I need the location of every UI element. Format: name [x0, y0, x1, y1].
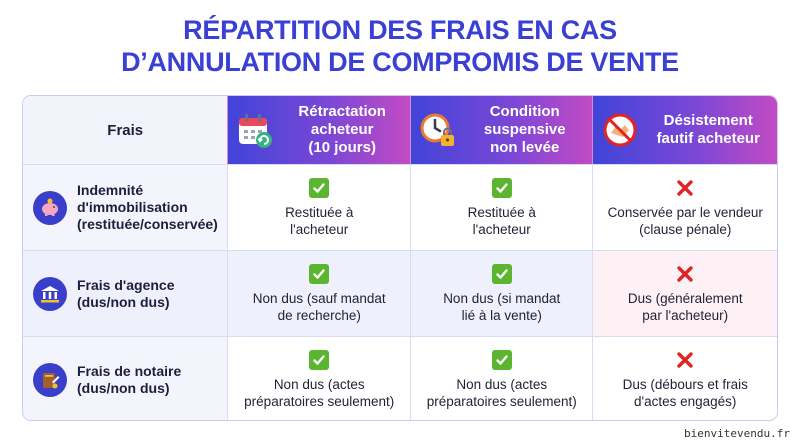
header-condition-suspensive-label: Condition suspensive non levée [483, 103, 566, 156]
page-title [0, 14, 800, 78]
cell-retractation: Non dus (actes préparatoires seulement) [227, 337, 410, 421]
header-retractation-label: Rétractation acheteur (10 jours) [298, 103, 386, 156]
cross-icon [674, 349, 696, 371]
cross-icon [674, 263, 696, 285]
header-desistement-label: Désistement fautif acheteur [656, 112, 760, 147]
cell-condition-suspensive: Non dus (actes préparatoires seulement) [410, 337, 593, 421]
row-label-text: Frais d'agence (dus/non dus) [77, 276, 175, 310]
check-icon [492, 178, 512, 198]
no-handshake-icon [601, 111, 639, 149]
source-watermark: bienvitevendu.fr [684, 427, 790, 440]
cell-retractation: Non dus (sauf mandat de recherche) [227, 251, 410, 336]
table-row [23, 164, 777, 250]
cell-desistement: Dus (généralement par l'acheteur) [592, 251, 777, 336]
check-icon [309, 350, 329, 370]
row-label-indemnite [23, 165, 227, 250]
header-desistement [592, 96, 777, 164]
bank-icon [33, 277, 67, 311]
cell-desistement: Conservée par le vendeur (clause pénale) [592, 165, 777, 250]
cell-desistement: Dus (débours et frais d'actes engagés) [592, 337, 777, 421]
header-retractation [227, 96, 410, 164]
calendar-icon [236, 111, 274, 149]
cell-condition-suspensive: Non dus (si mandat lié à la vente) [410, 251, 593, 336]
title-line-2: D’ANNULATION DE COMPROMIS DE VENTE [121, 47, 679, 77]
piggy-bank-icon [33, 191, 67, 225]
cross-icon [674, 177, 696, 199]
table-row [23, 336, 777, 421]
table-row [23, 250, 777, 336]
check-icon [492, 264, 512, 284]
header-frais-label: Frais [107, 121, 144, 139]
cell-condition-suspensive: Restituée à l'acheteur [410, 165, 593, 250]
fees-table [22, 95, 778, 421]
header-frais [23, 96, 227, 164]
title-line-1: RÉPARTITION DES FRAIS EN CAS [183, 15, 617, 45]
table-header-row [23, 96, 777, 164]
check-icon [309, 178, 329, 198]
check-icon [309, 264, 329, 284]
row-label-agence [23, 251, 227, 336]
notary-book-icon [33, 363, 67, 397]
row-label-text: Frais de notaire (dus/non dus) [77, 362, 182, 396]
cell-retractation: Restituée à l'acheteur [227, 165, 410, 250]
clock-lock-icon [419, 111, 457, 149]
row-label-notaire [23, 337, 227, 421]
header-condition-suspensive [410, 96, 593, 164]
check-icon [492, 350, 512, 370]
row-label-text: Indemnité d'immobilisation (restituée/conservée) [77, 182, 218, 232]
